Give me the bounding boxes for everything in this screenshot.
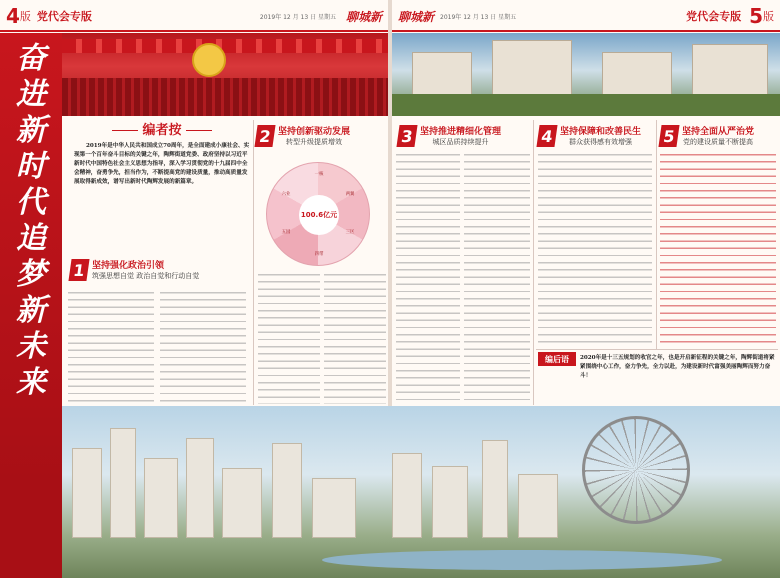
right-page-number: 5 (749, 4, 764, 28)
section-4-body-text (538, 152, 652, 348)
left-edition-name: 党代会专版 (36, 10, 92, 23)
river (322, 550, 722, 570)
section-subtitle: 转型升级提质增效 (286, 138, 342, 146)
section-number: 5 (658, 125, 679, 147)
pie-label: 六业 (281, 192, 291, 197)
building (412, 52, 472, 96)
slogan-char: 新 (16, 113, 46, 148)
slogan-char: 时 (16, 149, 46, 184)
section-2-body-text (258, 272, 320, 404)
editor-note-title: 编者按 (74, 119, 250, 138)
slogan-char: 追 (16, 221, 46, 256)
industry-pie-diagram (266, 162, 370, 266)
pie-center-value: 100.6亿元 (299, 195, 339, 235)
right-page-header (392, 0, 780, 32)
right-masthead: 聊城新 (398, 9, 435, 24)
building (272, 443, 302, 538)
column-divider (533, 120, 534, 405)
building (492, 40, 572, 96)
pie-label: 一核 (314, 172, 324, 177)
left-page-number: 4 (6, 4, 20, 28)
building (186, 438, 214, 538)
section-2-heading (256, 124, 386, 147)
section-number: 2 (254, 125, 275, 147)
pie-label: 三区 (345, 230, 355, 235)
vertical-slogan-banner (0, 33, 62, 483)
editor-note (74, 119, 250, 269)
stage-flags (62, 39, 388, 53)
meeting-hall-photo (62, 33, 388, 116)
pie-label: 四带 (314, 252, 324, 257)
building (392, 453, 422, 538)
section-5-body-text (660, 152, 776, 348)
left-header-rule (0, 30, 388, 32)
section-title: 坚持创新驱动发展 (278, 127, 351, 137)
section-subtitle: 群众获得感有效增强 (569, 138, 632, 146)
pie-label: 五园 (281, 230, 291, 235)
slogan-char: 来 (16, 365, 46, 400)
right-edition-name: 党代会专版 (686, 10, 742, 23)
editor-note-body: 2019年是中华人民共和国成立70周年，是全面建成小康社会、实现第一个百年奋斗目标的关键之年，陶辉街道党委、政府坚持以习近平新时代中国特色社会主义思想为指导，深入学习贯彻党的十九届四中全会精神，奋勇争先，担当作为，不断提高党的建设质量，推动高质量发展取得新成效，谱写出新时代陶辉发展的新篇章。 (74, 143, 250, 185)
building (312, 478, 356, 538)
section-title: 坚持强化政治引领 (92, 261, 165, 271)
section-3-body-text (396, 152, 460, 402)
section-number: 1 (68, 259, 89, 281)
street-view-photo (392, 33, 780, 116)
lawn (392, 94, 780, 116)
left-page-suffix: 版 (19, 10, 31, 23)
slogan-char: 新 (16, 293, 46, 328)
slogan-char: 梦 (16, 257, 46, 292)
right-date-meta: 2019年 12 月 13 日 星期五 (440, 13, 517, 21)
section-number: 3 (396, 125, 417, 147)
building (72, 448, 102, 538)
ferris-wheel-icon (582, 416, 690, 524)
column-divider (656, 120, 657, 350)
party-emblem-icon (192, 43, 226, 77)
section-5-heading (660, 124, 778, 147)
section-1-body-text (68, 290, 154, 404)
section-number: 4 (536, 125, 557, 147)
building (692, 44, 768, 96)
section-4-heading (538, 124, 658, 147)
building (602, 52, 672, 96)
section-divider (536, 349, 778, 350)
section-3-heading (398, 124, 526, 147)
section-1-heading (70, 258, 248, 281)
building (432, 466, 468, 538)
right-page-suffix: 版 (763, 10, 775, 23)
section-title: 坚持推进精细化管理 (420, 127, 502, 137)
building (110, 428, 136, 538)
pie-label: 两翼 (345, 192, 355, 197)
slogan-char: 未 (16, 329, 46, 364)
section-subtitle: 党的建设质量不断提高 (683, 138, 753, 146)
footer-red-strip (0, 483, 62, 578)
building (144, 458, 178, 538)
left-page-header (0, 0, 388, 32)
city-skyline-photo (62, 406, 780, 578)
section-subtitle: 筑强思想自觉 政治自觉和行动自觉 (92, 272, 200, 280)
slogan-char: 进 (16, 77, 46, 112)
building (482, 440, 508, 538)
right-header-rule (392, 30, 780, 32)
section-subtitle: 城区品质持续提升 (432, 138, 489, 146)
section-2-body-text (324, 272, 386, 404)
slogan-char: 代 (16, 185, 46, 220)
section-3-body-text (464, 152, 530, 402)
seating-rows (62, 78, 388, 116)
left-date-meta: 2019年 12 月 13 日 星期五 (259, 13, 336, 21)
section-title: 坚持全面从严治党 (682, 127, 755, 137)
afterword-label: 编后语 (538, 352, 576, 366)
afterword-body: 2020年是十三五规划的收官之年，也是开启新征程的关键之年，陶辉街道将紧紧围绕中心工作，奋力争先，全力以赴，为建设新时代富强美丽陶辉而努力奋斗！ (580, 355, 775, 379)
section-1-body-text (160, 290, 246, 404)
slogan-char: 奋 (16, 41, 46, 76)
left-masthead: 聊城新 (346, 9, 383, 24)
building (222, 468, 262, 538)
building (518, 474, 558, 538)
column-divider (253, 120, 254, 405)
section-title: 坚持保障和改善民生 (560, 127, 642, 137)
